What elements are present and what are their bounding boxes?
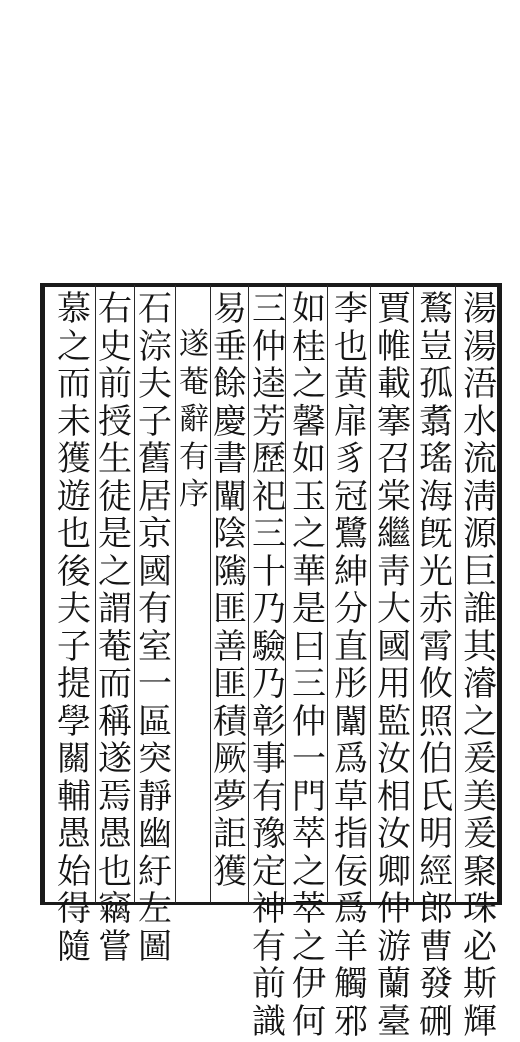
glyph: 善 [213,630,247,668]
glyph: 爲 [334,892,368,930]
text-column-2 [414,292,458,1042]
glyph: 神 [252,892,286,930]
glyph: 餘 [213,367,247,405]
glyph: 爰 [463,817,497,855]
glyph: 右 [98,292,132,330]
text-column-6 [247,292,291,1042]
glyph: 分 [334,592,368,630]
glyph: 易 [213,292,247,330]
text-column-12 [52,292,96,967]
text-column-1 [458,292,502,1042]
glyph: 仲 [377,892,411,930]
glyph: 何 [292,1005,326,1042]
glyph: 乃 [252,592,286,630]
glyph: 流 [463,442,497,480]
glyph: 攸 [419,667,453,705]
glyph: 湯 [463,292,497,330]
glyph: 經 [419,855,453,893]
glyph: 逵 [252,367,286,405]
glyph: 有 [252,780,286,818]
glyph: 國 [377,630,411,668]
glyph: 指 [334,817,368,855]
glyph: 仲 [252,330,286,368]
glyph: 遂 [179,330,209,368]
glyph: 浯 [463,367,497,405]
glyph: 嘗 [98,930,132,968]
glyph: 史 [98,330,132,368]
glyph: 觸 [334,967,368,1005]
text-column-11 [93,292,137,967]
glyph: 帷 [377,330,411,368]
glyph: 厥 [213,742,247,780]
glyph: 輔 [57,780,91,818]
glyph: 賈 [377,292,411,330]
glyph: 其 [463,630,497,668]
glyph: 李 [334,292,368,330]
glyph: 用 [377,667,411,705]
glyph: 照 [419,705,453,743]
glyph: 突 [138,742,172,780]
glyph: 羊 [334,930,368,968]
text-column-10 [133,292,177,967]
glyph: 隨 [57,930,91,968]
glyph: 獲 [57,442,91,480]
glyph: 幽 [138,817,172,855]
glyph: 祀 [252,480,286,518]
glyph: 誰 [463,592,497,630]
glyph: 冠 [334,480,368,518]
glyph: 三 [252,292,286,330]
glyph: 旣 [419,517,453,555]
glyph: 仲 [292,705,326,743]
glyph: 光 [419,555,453,593]
glyph: 竊 [98,892,132,930]
glyph: 辭 [179,405,209,443]
glyph: 驗 [252,630,286,668]
glyph: 也 [98,855,132,893]
glyph: 京 [138,517,172,555]
glyph: 湯 [463,330,497,368]
glyph: 芳 [252,405,286,443]
glyph: 游 [377,930,411,968]
glyph: 監 [377,705,411,743]
glyph: 玉 [292,480,326,518]
glyph: 居 [138,480,172,518]
glyph: 淙 [138,330,172,368]
glyph: 有 [179,443,209,481]
glyph: 圖 [138,930,172,968]
glyph: 乃 [252,667,286,705]
glyph: 之 [98,555,132,593]
glyph: 之 [292,517,326,555]
text-column-4 [329,292,373,1042]
glyph: 爲 [334,742,368,780]
glyph: 左 [138,892,172,930]
glyph: 一 [138,667,172,705]
glyph: 棠 [377,480,411,518]
glyph: 斯 [463,967,497,1005]
glyph: 伊 [292,967,326,1005]
glyph: 邪 [334,1005,368,1042]
glyph: 石 [138,292,172,330]
glyph: 詎 [213,817,247,855]
glyph: 匪 [213,667,247,705]
glyph: 如 [292,442,326,480]
glyph: 鷺 [334,517,368,555]
glyph: 匪 [213,592,247,630]
glyph: 豈 [419,330,453,368]
glyph: 源 [463,517,497,555]
glyph: 夫 [57,592,91,630]
glyph: 彤 [334,667,368,705]
glyph: 是 [98,517,132,555]
glyph: 之 [57,330,91,368]
glyph: 獲 [213,855,247,893]
glyph: 慶 [213,405,247,443]
glyph: 十 [252,555,286,593]
glyph: 氏 [419,780,453,818]
glyph: 之 [463,705,497,743]
glyph: 夫 [138,367,172,405]
glyph: 鶩 [419,292,453,330]
glyph: 馨 [292,405,326,443]
glyph: 是 [292,592,326,630]
glyph: 萃 [292,892,326,930]
glyph: 發 [419,967,453,1005]
glyph: 直 [334,630,368,668]
glyph: 前 [252,967,286,1005]
glyph: 靑 [377,555,411,593]
glyph: 未 [57,405,91,443]
glyph: 草 [334,780,368,818]
glyph: 也 [57,517,91,555]
glyph: 始 [57,855,91,893]
text-column-3 [372,292,416,1042]
glyph: 曹 [419,930,453,968]
glyph: 書 [213,442,247,480]
glyph: 室 [138,630,172,668]
glyph: 焉 [98,780,132,818]
glyph: 美 [463,780,497,818]
glyph: 前 [98,367,132,405]
glyph: 生 [98,442,132,480]
glyph: 桂 [292,330,326,368]
glyph: 定 [252,855,286,893]
glyph: 區 [138,705,172,743]
glyph: 華 [292,555,326,593]
glyph: 稱 [98,705,132,743]
glyph: 聚 [463,855,497,893]
glyph: 彰 [252,705,286,743]
glyph: 垂 [213,330,247,368]
glyph: 豸 [334,442,368,480]
glyph: 三 [252,517,286,555]
glyph: 翥 [419,405,453,443]
glyph: 謂 [98,592,132,630]
glyph: 子 [138,405,172,443]
glyph: 扉 [334,405,368,443]
glyph: 水 [463,405,497,443]
glyph: 菴 [98,630,132,668]
glyph: 事 [252,742,286,780]
glyph: 門 [292,780,326,818]
glyph: 大 [377,592,411,630]
glyph: 之 [292,930,326,968]
glyph: 之 [292,367,326,405]
glyph: 而 [98,667,132,705]
glyph: 學 [57,705,91,743]
glyph: 明 [419,817,453,855]
glyph: 汝 [377,817,411,855]
glyph: 蘭 [377,967,411,1005]
glyph: 硎 [419,1005,453,1042]
glyph: 國 [138,555,172,593]
glyph: 提 [57,667,91,705]
glyph: 有 [138,592,172,630]
glyph: 珠 [463,892,497,930]
glyph: 赤 [419,592,453,630]
glyph: 歷 [252,442,286,480]
glyph: 後 [57,555,91,593]
glyph: 萃 [292,817,326,855]
glyph: 召 [377,442,411,480]
glyph: 而 [57,367,91,405]
glyph: 伯 [419,742,453,780]
glyph: 授 [98,405,132,443]
glyph: 遂 [98,742,132,780]
glyph: 載 [377,367,411,405]
glyph: 搴 [377,405,411,443]
glyph: 臺 [377,1005,411,1042]
glyph: 子 [57,630,91,668]
glyph: 黄 [334,367,368,405]
glyph: 積 [213,705,247,743]
glyph: 陰 [213,517,247,555]
glyph: 爰 [463,742,497,780]
text-column-5 [287,292,331,1042]
glyph: 孤 [419,367,453,405]
glyph: 相 [377,780,411,818]
glyph: 夢 [213,780,247,818]
glyph: 識 [252,1005,286,1042]
glyph: 海 [419,480,453,518]
glyph: 也 [334,330,368,368]
glyph: 輝 [463,1005,497,1042]
glyph: 得 [57,892,91,930]
glyph: 必 [463,930,497,968]
glyph: 汝 [377,742,411,780]
glyph: 闡 [213,480,247,518]
glyph: 曰 [292,630,326,668]
glyph: 徒 [98,480,132,518]
glyph: 豫 [252,817,286,855]
glyph: 闈 [334,705,368,743]
glyph: 郎 [419,892,453,930]
text-column-9-heading [172,330,216,518]
glyph: 濬 [463,667,497,705]
glyph: 遊 [57,480,91,518]
glyph: 愚 [57,817,91,855]
glyph: 之 [292,855,326,893]
glyph: 繼 [377,517,411,555]
glyph: 有 [252,930,286,968]
glyph: 紳 [334,555,368,593]
glyph: 隲 [213,555,247,593]
glyph: 舊 [138,442,172,480]
glyph: 三 [292,667,326,705]
glyph: 靜 [138,780,172,818]
glyph: 序 [179,480,209,518]
glyph: 如 [292,292,326,330]
glyph: 卿 [377,855,411,893]
glyph: 佞 [334,855,368,893]
glyph: 巨 [463,555,497,593]
glyph: 慕 [57,292,91,330]
glyph: 淸 [463,480,497,518]
glyph: 關 [57,742,91,780]
glyph: 一 [292,742,326,780]
glyph: 瑤 [419,442,453,480]
glyph: 菴 [179,368,209,406]
glyph: 紆 [138,855,172,893]
glyph: 愚 [98,817,132,855]
glyph: 霄 [419,630,453,668]
